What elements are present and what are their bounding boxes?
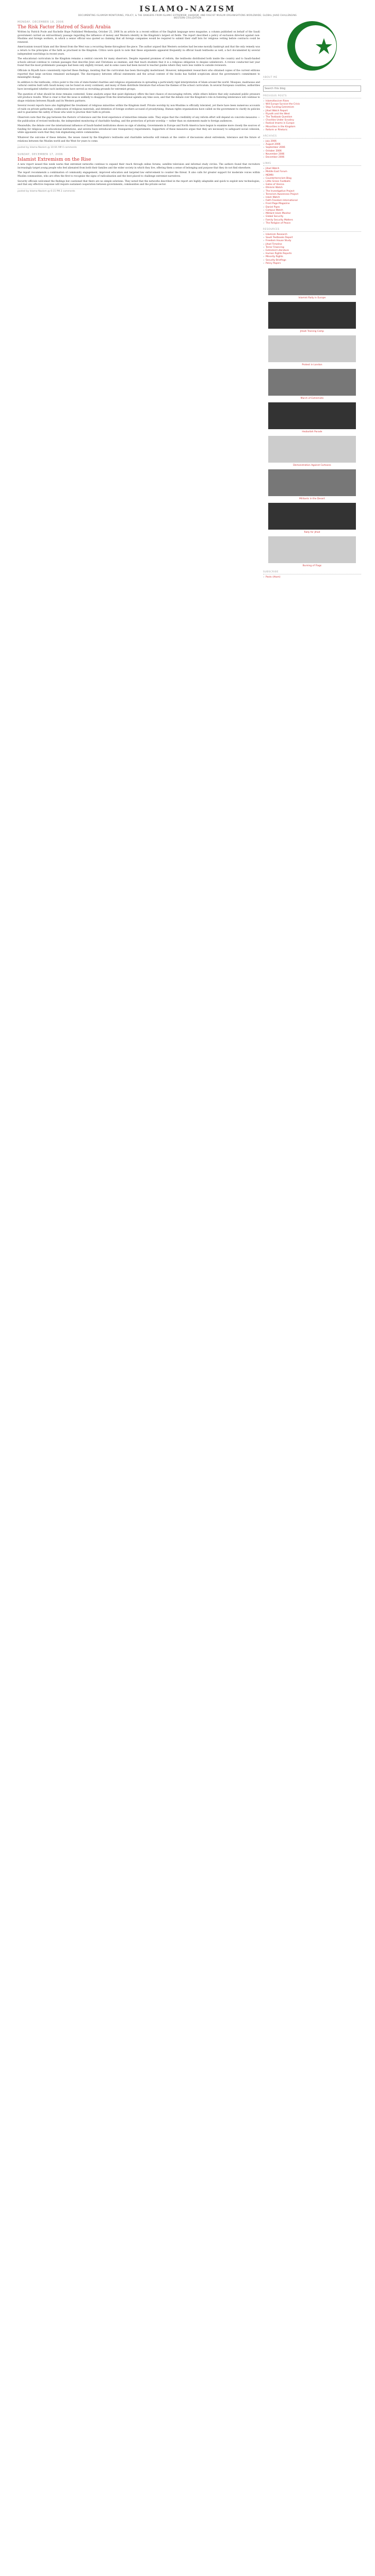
post-paragraph: Americanism toward Islam and the threat from the West was a recurring theme throughout the piece. The author argued that Western societies had become morally bankrupt and that the only remedy was a return to the principles of the faith as practised in the Kingdom. Critics were quick to note that these arguments appeared frequently in official Saudi textbooks as well, a fact documented by several independent watchdogs in recent years. — [18, 46, 260, 56]
archive-link[interactable]: » July 2006 — [263, 140, 361, 143]
photo-caption[interactable]: Militants in the Desert — [299, 497, 325, 500]
sidebar-link[interactable]: » Policy Papers — [263, 262, 361, 265]
post-body — [18, 31, 260, 143]
sidebar-link[interactable]: » Jihad Watch Report — [263, 110, 361, 113]
sidebar-link[interactable]: » Faith Freedom International — [263, 199, 361, 202]
sidebar-link[interactable]: » Family Security Matters — [263, 219, 361, 222]
sidebar-link[interactable]: » Extremist Literature — [263, 249, 361, 252]
sidebar — [263, 18, 361, 2576]
sidebar-link[interactable]: » Jihad Timeline — [263, 243, 361, 246]
sidebar-link[interactable]: » Terrorism Awareness Project — [263, 193, 361, 196]
subscribe-box — [263, 571, 361, 579]
post-date: SUNDAY, DECEMBER 17, 2006 — [18, 153, 63, 157]
sidebar-link[interactable]: » The Investigative Project — [263, 190, 361, 193]
post-paragraph: Observers note that the gap between the rhetoric of tolerance and the lived experience of minorities remains wide. They argue that the credibility of any reform effort will depend on concrete measures — the publication of revised textbooks, the independent monitoring of charitable funding, and the protection of private worship — rather than on statements made to foreign audiences. — [18, 116, 260, 123]
previous-posts-header: PREVIOUS POSTS — [263, 95, 361, 98]
photo-caption[interactable]: Islamist Rally in Europe — [298, 296, 326, 299]
archive-link[interactable]: » November 2006 — [263, 153, 361, 156]
photo-caption[interactable]: Demonstration Against Cartoons — [293, 464, 331, 467]
sidebar-photo[interactable] — [268, 469, 356, 496]
main-column — [18, 21, 260, 2576]
resources-list — [263, 233, 361, 265]
links-box — [263, 162, 361, 225]
links-list — [263, 167, 361, 225]
sidebar-link[interactable]: » Little Green Footballs — [263, 180, 361, 183]
photo-caption[interactable]: Rally for Jihad — [304, 531, 320, 534]
sidebar-link[interactable]: » The Textbook Question — [263, 116, 361, 119]
sidebar-link[interactable]: » Campus Watch — [263, 209, 361, 212]
sidebar-link[interactable]: » Will Europe Survive the Crisis — [263, 103, 361, 106]
post-paragraph: Written by Patrick Poole and Rachelle Hope Published Wednesday, October 25, 2006 In an article in a recent edition of the English language news magazine, a column published on behalf of the Saudi government carried an extraordinary passage regarding the influence of money and Western identity in the Kingdom's largest oil fields. The report described a policy of exclusion directed against non-Muslims and foreign workers, in which a senior official was quoted as claiming that all foreign companies would be required to submit their staff lists for religious vetting before contracts could be renewed. — [18, 31, 260, 44]
sidebar-photo[interactable] — [268, 503, 356, 530]
sidebar-link[interactable]: » Radical Imams in Europe — [263, 122, 361, 125]
sidebar-link[interactable]: » Freedom House Study — [263, 240, 361, 243]
previous-posts-box — [263, 95, 361, 132]
sidebar-link[interactable]: » Saudi Textbooks Report — [263, 236, 361, 240]
post — [18, 153, 260, 193]
blog-header — [0, 0, 375, 20]
post-footer[interactable]: posted by Islamo-Nazism @ 10:04 AM 0 comments — [18, 145, 260, 149]
photo-caption[interactable]: March of Extremists — [300, 397, 324, 400]
sidebar-link[interactable]: » Security Briefings — [263, 259, 361, 262]
resources-box — [263, 228, 361, 265]
photo-caption[interactable]: Hezbollah Parade — [302, 430, 322, 433]
post-paragraph: Officials in Riyadh have consistently rejected these findings, insisting that the curriculum has been thoroughly modernised. However, independent researchers who obtained copies of the current editions reported that large sections remained unchanged. The discrepancy between official statements and the actual content of the books has fuelled scepticism about the government's commitment to meaningful change. — [18, 69, 260, 79]
post-paragraph: Security officials welcomed the findings but cautioned that there are no simple solutions. They noted that the networks described in the report are highly adaptable and quick to exploit new technologies, and that any effective response will require sustained cooperation between governments, communities and the private sector. — [18, 180, 260, 187]
sidebar-photo[interactable] — [268, 402, 356, 429]
sidebar-link[interactable]: » Militant Islam Monitor — [263, 212, 361, 215]
archives-header: ARCHIVES — [263, 135, 361, 139]
photo-caption[interactable]: Jihadi Training Camp — [300, 330, 324, 333]
post-paragraph: In addition to the textbooks, critics point to the role of state-funded charities and religious organisations in spreading a particularly rigid interpretation of Islam around the world. Mosques, madrassas and cultural centres built with Saudi money can be found on every continent, and many of them distribute literature that echoes the themes of the school curriculum. In several European countries, authorities have investigated whether such institutions have served as recruiting grounds for extremist groups. — [18, 81, 260, 91]
sidebar-link[interactable]: » Islamism Research — [263, 233, 361, 236]
sidebar-photo[interactable] — [268, 302, 356, 329]
sidebar-link[interactable]: » Middle East Forum — [263, 171, 361, 174]
sidebar-link[interactable]: » Global Security — [263, 215, 361, 218]
sidebar-link[interactable]: » Reform or Rhetoric — [263, 129, 361, 132]
archive-link[interactable]: » December 2006 — [263, 156, 361, 159]
archives-list — [263, 140, 361, 159]
sidebar-link[interactable]: » Minorities in the Kingdom — [263, 126, 361, 129]
sidebar-photo[interactable] — [268, 369, 356, 396]
post-paragraph: Meanwhile, the debate over the international influence of Saudi-funded institutions shows no sign of abating. Governments in Europe and North America have begun to examine more closely the sources of funding for religious and educational institutions, and several have introduced new transparency requirements. Supporters of these measures argue that they are necessary to safeguard social cohesion, while opponents warn that they risk stigmatising entire communities. — [18, 125, 260, 134]
sidebar-link[interactable]: » Front Page Magazine — [263, 202, 361, 206]
crescent-star-logo — [284, 18, 340, 74]
photo-caption[interactable]: Burning of Flags — [302, 564, 322, 567]
subscribe-header: SUBSCRIBE — [263, 571, 361, 574]
links-header: LINKS — [263, 162, 361, 166]
sidebar-link[interactable]: » Minority Rights — [263, 256, 361, 259]
sidebar-photo[interactable] — [268, 268, 356, 295]
post-paragraph: The question of what should be done remains contested. Some analysts argue that quiet diplomacy offers the best chance of encouraging reform, while others believe that only sustained public pressure will produce results. What is clear is that the issue is unlikely to disappear from the international agenda any time soon, and that the debate over the Kingdom's role in fostering intolerance will continue to shape relations between Riyadh and its Western partners. — [18, 93, 260, 103]
post-body — [18, 163, 260, 187]
about-box — [263, 76, 361, 92]
resources-header: RESOURCES — [263, 228, 361, 232]
blog-description: DOCUMENTING ISLAMISM MONITORING, POLICY, & THE DANGERS FROM ISLAMIC EXTREMISM, JIHADISM, AND FASCIST MUSLIM ORGANISATIONS WORLDWIDE; GLOBAL JIHAD CHALLENGING WESTERN CIVILIZATION — [78, 14, 297, 19]
post-paragraph: The educational curriculum in the Kingdom remains a central concern for many observers. Despite repeated promises of reform, the textbooks distributed both inside the country and to Saudi-funded schools abroad continue to contain passages that describe Jews and Christians as enemies, and that teach students that it is a religious obligation to despise unbelievers. A review conducted last year found that the most problematic passages had been only slightly revised, and in some cases had been moved to teacher guides where they were less visible to outside reviewers. — [18, 58, 260, 67]
post-paragraph: Several recent reports have also highlighted the treatment of religious minorities within the Kingdom itself. Private worship by non-Muslims is officially tolerated, yet there have been numerous accounts of raids on private gatherings, confiscation of religious materials, and detention of foreign workers accused of proselytising. Human rights organisations have called on the government to clarify its policies and to guarantee the safety of those who wish to practise their faith in private. — [18, 105, 260, 114]
post — [18, 21, 260, 149]
sidebar-link[interactable]: » Terror Financing — [263, 246, 361, 249]
post-title[interactable]: Islamist Extremism on the Rise — [18, 157, 91, 163]
post-date: MONDAY, DECEMBER 18, 2006 — [18, 21, 64, 24]
sidebar-link[interactable]: » Riyadh and the West — [263, 113, 361, 116]
post-paragraph: A new report issued this week warns that extremist networks continue to expand their reach through online forums, satellite television and informal study circles. The authors found that recruiters increasingly target young people who feel alienated from both their families and the wider society in which they live, offering them a sense of belonging and purpose that they do not find elsewhere. — [18, 163, 260, 170]
sidebar-link[interactable]: » MEMRI — [263, 174, 361, 177]
photo-caption[interactable]: Protest in London — [302, 363, 322, 366]
subscribe-list — [263, 576, 361, 579]
previous-posts-list — [263, 100, 361, 132]
sidebar-link[interactable]: » Charities Under Scrutiny — [263, 119, 361, 122]
atom-feed-link[interactable]: » Posts (Atom) — [263, 576, 361, 579]
sidebar-link[interactable]: » Counterterrorism Blog — [263, 177, 361, 180]
search-input[interactable] — [263, 86, 361, 92]
post-paragraph: The report recommends a combination of community engagement, improved education and targeted law enforcement to counter the threat. It also calls for greater support for moderate voices within Muslim communities, who are often the first to recognise the signs of radicalisation and the best placed to challenge extremist narratives. — [18, 172, 260, 178]
sidebar-photo[interactable] — [268, 536, 356, 563]
about-header: ABOUT ME — [263, 76, 361, 80]
sidebar-link[interactable]: » Islam Watch — [263, 196, 361, 199]
blog-title[interactable]: ISLAMO-NAZISM — [139, 4, 236, 13]
sidebar-link[interactable]: » Human Rights Reports — [263, 252, 361, 256]
sidebar-link[interactable]: » Stop Funding Extremism — [263, 106, 361, 109]
sidebar-link[interactable]: » Islamofascism Rises — [263, 100, 361, 103]
sidebar-link[interactable]: » Jihad Watch — [263, 167, 361, 171]
sidebar-photo[interactable] — [268, 436, 356, 463]
sidebar-link[interactable]: » The Religion of Peace — [263, 222, 361, 225]
post-paragraph: Whatever the outcome of these debates, the issues raised by the Kingdom's textbooks and charitable networks will remain at the centre of discussions about extremism, tolerance and the future of relations between the Muslim world and the West for years to come. — [18, 137, 260, 143]
archive-link[interactable]: » October 2006 — [263, 150, 361, 153]
archives-box — [263, 135, 361, 159]
sidebar-link[interactable]: » Dhimmi Watch — [263, 187, 361, 190]
sidebar-link[interactable]: » Daniel Pipes — [263, 206, 361, 209]
archive-link[interactable]: » August 2006 — [263, 143, 361, 146]
photo-gallery — [263, 268, 361, 568]
archive-link[interactable]: » September 2006 — [263, 146, 361, 149]
sidebar-link[interactable]: » Gates of Vienna — [263, 183, 361, 187]
post-footer[interactable]: posted by Islamo-Nazism @ 6:15 PM 2 comments — [18, 189, 260, 193]
post-title[interactable]: The Risk Factor Hatred of Saudi Arabia — [18, 25, 111, 30]
sidebar-photo[interactable] — [268, 335, 356, 362]
